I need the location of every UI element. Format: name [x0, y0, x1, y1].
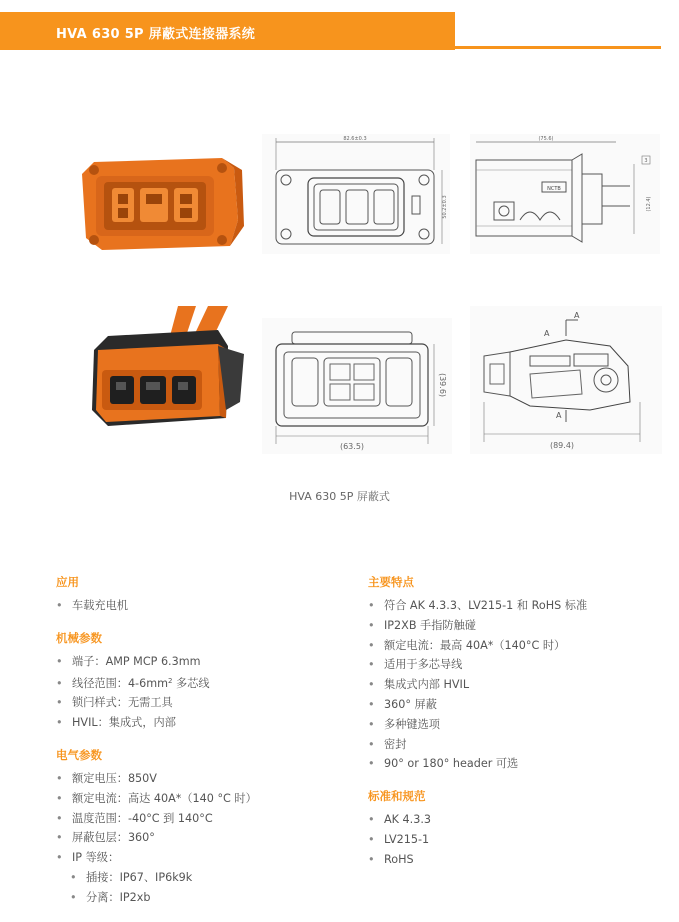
mechanical-title: 机械参数: [56, 630, 102, 645]
list-item: • 锁闩样式：无需工具: [56, 696, 173, 710]
list-item: • LV215-1: [368, 832, 430, 846]
dim-plug-side-width: (89.4): [549, 441, 575, 450]
dim-side-h2: (12.4): [646, 196, 652, 212]
dim-height-label: 50.2±0.3: [442, 195, 448, 219]
features-title: 主要特点: [368, 575, 414, 589]
list-item: • AK 4.3.3: [368, 813, 432, 827]
electrical-section: [56, 747, 346, 908]
list-item: • 额定电流：最高 40A*（140°C 时）: [368, 638, 566, 652]
application-title: 应用: [56, 575, 79, 589]
plug-side-drawing: [470, 306, 662, 454]
list-item: • 360° 屏蔽: [368, 697, 437, 711]
dim-side-width-label: (75.6): [538, 136, 554, 142]
part-label: NCTB: [547, 186, 561, 192]
mechanical-section: [56, 630, 346, 733]
dim-plug-height: (39.6): [438, 372, 447, 398]
header-connector-photo: [72, 150, 252, 260]
list-item: • RoHS: [368, 852, 414, 866]
list-item: • 符合 AK 4.3.3、LV215-1 和 RoHS 标准: [368, 599, 588, 612]
list-item: • 温度范围：-40°C 到 140°C: [56, 811, 213, 825]
list-item: • 屏蔽包层：360°: [56, 831, 155, 845]
list-item: • 额定电流：高达 40A*（140 °C 时）: [56, 791, 257, 805]
figure-caption: HVA 630 5P 屏蔽式: [289, 490, 390, 503]
section-marker-a3: A: [556, 411, 562, 420]
plug-front-drawing: [262, 318, 452, 454]
dim-side-h1: 3: [644, 158, 648, 164]
features-section: [368, 574, 668, 774]
plug-connector-photo: [78, 306, 248, 442]
dim-width-label: 82.6±0.3: [343, 136, 367, 142]
list-item: • 集成式内部 HVIL: [368, 678, 470, 692]
page-title: HVA 630 5P 屏蔽式连接器系统: [56, 27, 256, 42]
list-item: • 线径范围：$4-6mm^2$ 多芯线: [56, 676, 210, 690]
sub-list-item: • 插接：IP67、IP6k9k: [70, 870, 193, 884]
list-item: • 适用于多芯导线: [368, 658, 463, 672]
standards-title: 标准和规范: [368, 789, 426, 804]
dim-plug-width: (63.5): [339, 442, 365, 451]
list-item: • 额定电压：850V: [56, 771, 157, 785]
list-item: • HVIL：集成式，内部: [56, 716, 176, 730]
list-item: • 多种键选项: [368, 717, 440, 731]
list-item: • 车载充电机: [56, 599, 128, 612]
list-item: • 90° or 180° header 可选: [368, 757, 519, 771]
section-marker-a1: A: [574, 311, 580, 320]
list-item: • IP 等级：: [56, 851, 120, 865]
electrical-title: 电气参数: [56, 747, 102, 762]
left-column: [56, 574, 346, 922]
right-column: [368, 574, 668, 884]
list-item: • IP2XB 手指防触碰: [368, 618, 476, 632]
application-section: [56, 574, 346, 616]
header-rule: [455, 46, 661, 49]
standards-section: [368, 788, 668, 869]
sub-list-item: • 分离：IP2xb: [70, 890, 151, 904]
header-front-drawing: [262, 134, 450, 254]
list-item: • 端子：AMP MCP 6.3mm: [56, 654, 201, 668]
header-side-drawing: [470, 134, 660, 254]
list-item: • 密封: [368, 737, 407, 751]
section-marker-a2: A: [544, 329, 550, 338]
